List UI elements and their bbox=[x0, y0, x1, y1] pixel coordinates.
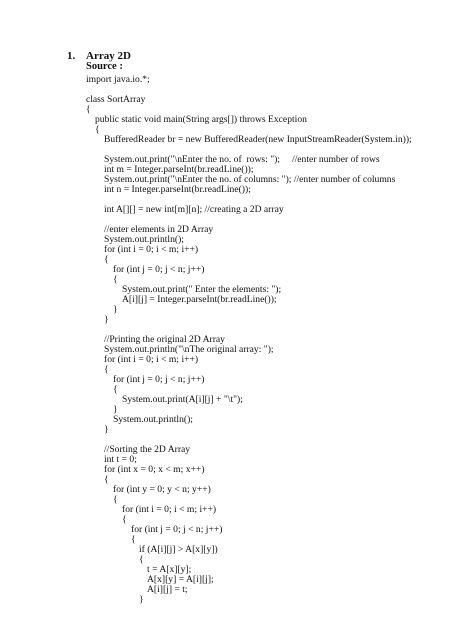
code-line: A[i][j] = t; bbox=[147, 584, 188, 595]
code-line: for (int i = 0; i < m; i++) bbox=[122, 504, 217, 515]
code-line: t = A[x][y]; bbox=[147, 564, 192, 575]
code-line: if (A[i][j] > A[x][y]) bbox=[139, 544, 218, 555]
code-line: A[x][y] = A[i][j]; bbox=[147, 574, 214, 585]
code-line: { bbox=[113, 494, 118, 505]
code-line: { bbox=[104, 364, 109, 375]
code-line: A[i][j] = Integer.parseInt(br.readLine()); bbox=[122, 294, 277, 305]
code-line: System.out.println(); bbox=[113, 414, 193, 425]
code-line: for (int i = 0; i < m; i++) bbox=[104, 244, 199, 255]
code-line: } bbox=[104, 314, 109, 325]
code-line: import java.io.*; bbox=[86, 74, 150, 85]
code-line: } bbox=[113, 304, 118, 315]
code-line: BufferedReader br = new BufferedReader(new InputStreamReader(System.in)); bbox=[104, 134, 412, 145]
code-line: { bbox=[113, 384, 118, 395]
code-line: { bbox=[104, 474, 109, 485]
section-title: Array 2D bbox=[86, 50, 131, 62]
code-line: //enter elements in 2D Array bbox=[104, 224, 214, 235]
code-line: System.out.print("\nEnter the no. of rows: "); //enter number of rows bbox=[104, 154, 380, 165]
code-line: class SortArray bbox=[86, 94, 146, 105]
code-line: for (int i = 0; i < m; i++) bbox=[104, 354, 199, 365]
code-line: } bbox=[139, 594, 144, 605]
code-line: public static void main(String args[]) throws Exception bbox=[95, 114, 307, 125]
code-line: for (int j = 0; j < n; j++) bbox=[113, 374, 205, 385]
code-line: int A[][] = new int[m][n]; //creating a 2D array bbox=[104, 204, 284, 215]
code-line: int t = 0; bbox=[104, 454, 137, 465]
code-line: } bbox=[104, 424, 109, 435]
code-line: { bbox=[104, 254, 109, 265]
code-line: for (int y = 0; y < n; y++) bbox=[113, 484, 211, 495]
code-line: //Printing the original 2D Array bbox=[104, 334, 225, 345]
code-line: System.out.print(" Enter the elements: "); bbox=[122, 284, 282, 295]
code-line: { bbox=[113, 274, 118, 285]
code-line: for (int j = 0; j < n; j++) bbox=[113, 264, 205, 275]
code-line: System.out.println(); bbox=[104, 234, 184, 245]
code-line: { bbox=[122, 514, 127, 525]
section-number: 1. bbox=[67, 50, 76, 62]
code-line: for (int x = 0; x < m; x++) bbox=[104, 464, 205, 475]
code-line: int m = Integer.parseInt(br.readLine()); bbox=[104, 164, 254, 175]
code-line: //Sorting the 2D Array bbox=[104, 444, 191, 455]
code-line: for (int j = 0; j < n; j++) bbox=[131, 524, 223, 535]
code-line: { bbox=[95, 124, 100, 135]
code-line: { bbox=[86, 104, 91, 115]
code-line: { bbox=[131, 534, 136, 545]
source-label: Source : bbox=[86, 61, 123, 72]
code-line: } bbox=[113, 404, 118, 415]
code-line: System.out.print("\nEnter the no. of columns: "); //enter number of columns bbox=[104, 174, 396, 185]
code-line: System.out.print(A[i][j] + "\t"); bbox=[122, 394, 243, 405]
code-line: int n = Integer.parseInt(br.readLine()); bbox=[104, 184, 251, 195]
code-line: System.out.println("\nThe original array: "); bbox=[104, 344, 274, 355]
code-line: { bbox=[139, 554, 144, 565]
